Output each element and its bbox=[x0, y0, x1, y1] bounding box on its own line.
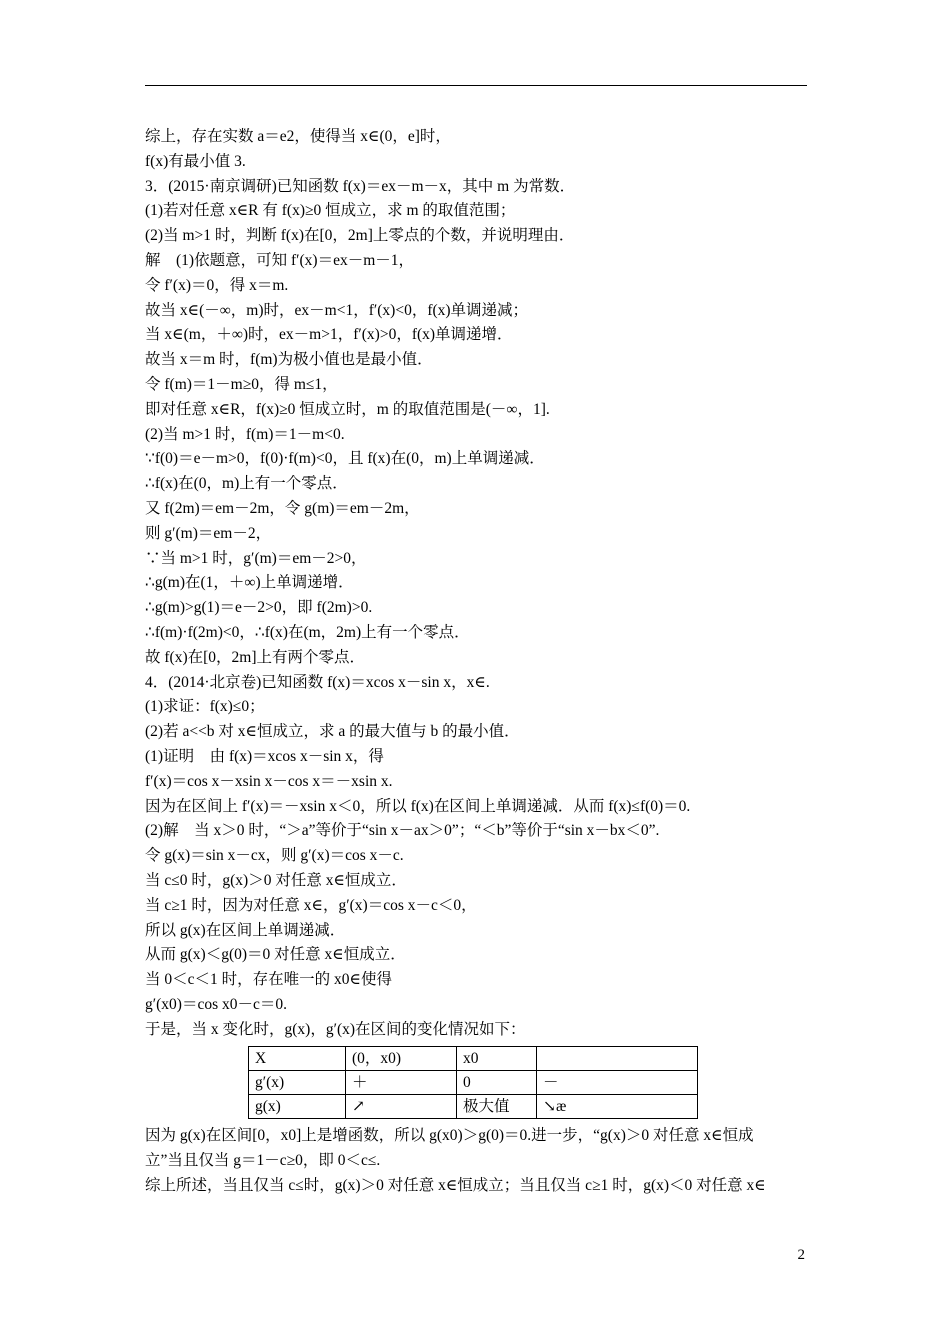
text-line: (2)当 m>1 时，f(m)＝1－m<0. bbox=[145, 425, 345, 443]
text-line: (1)求证：f(x)≤0； bbox=[145, 698, 265, 716]
text-line: 从而 g(x)＜g(0)＝0 对任意 x∈恒成立． bbox=[145, 946, 406, 964]
text-line: 因为 g(x)在区间[0，x0]上是增函数，所以 g(x0)＞g(0)＝0.进一步，“g(x)＞0 对任意 x∈恒成 bbox=[145, 1127, 754, 1144]
text-line: f′(x)＝cos x－xsin x－cos x＝－xsin x. bbox=[145, 772, 393, 790]
table-cell: ↘æ bbox=[537, 1095, 698, 1119]
text-line: 因为在区间上 f′(x)＝－xsin x＜0，所以 f(x)在区间上单调递减．从而 f(x)≤f(0)＝0. bbox=[145, 797, 691, 815]
text-line: 所以 g(x)在区间上单调递减． bbox=[145, 921, 346, 939]
text-line: (2)若 a<<b 对 x∈恒成立，求 a 的最大值与 b 的最小值． bbox=[145, 723, 520, 741]
page-number: 2 bbox=[797, 1247, 805, 1263]
text-line: 又 f(2m)＝em－2m，令 g(m)＝em－2m， bbox=[145, 499, 420, 517]
table-cell: (0，x0) bbox=[346, 1047, 457, 1071]
text-line: (2)当 m>1 时，判断 f(x)在[0，2m]上零点的个数，并说明理由． bbox=[145, 227, 575, 245]
text-line: 4．(2014·北京卷)已知函数 f(x)＝xcos x－sin x，x∈. bbox=[145, 673, 490, 691]
text-line: ∵当 m>1 时，g′(m)＝em－2>0， bbox=[145, 549, 367, 567]
text-line: ∵f(0)＝e－m>0，f(0)·f(m)<0，且 f(x)在(0，m)上单调递减． bbox=[145, 450, 545, 468]
text-line: ∴g(m)在(1，＋∞)上单调递增． bbox=[145, 574, 354, 592]
text-line: 立”当且仅当 g＝1－c≥0，即 0＜c≤. bbox=[145, 1151, 381, 1169]
text-line: 综上，存在实数 a＝e2，使得当 x∈(0，e]时， bbox=[145, 128, 451, 145]
text-line: 则 g′(m)＝em－2， bbox=[145, 524, 272, 542]
text-line: (2)解 当 x＞0 时，“＞a”等价于“sin x－ax＞0”；“＜b”等价于“sin x－bx＜0”. bbox=[145, 822, 660, 840]
text-line: 当 x∈(m，＋∞)时，ex－m>1，f′(x)>0，f(x)单调递增． bbox=[145, 326, 513, 344]
text-line: g′(x0)＝cos x0－c＝0. bbox=[145, 995, 288, 1013]
text-line: 当 c≤0 时，g(x)＞0 对任意 x∈恒成立． bbox=[145, 871, 407, 889]
table-cell: g(x) bbox=[249, 1095, 346, 1119]
text-line: ∴g(m)>g(1)＝e－2>0，即 f(2m)>0. bbox=[145, 599, 373, 617]
table-cell: ↗ bbox=[346, 1095, 457, 1119]
table-cell: 0 bbox=[457, 1071, 537, 1095]
text-line: ∴f(m)·f(2m)<0，∴f(x)在(m，2m)上有一个零点． bbox=[145, 623, 470, 641]
text-line: (1)若对任意 x∈R 有 f(x)≥0 恒成立，求 m 的取值范围； bbox=[145, 202, 516, 220]
table-cell: ＋ bbox=[346, 1071, 457, 1095]
text-line: ∴f(x)在(0，m)上有一个零点． bbox=[145, 475, 348, 493]
table-cell: 极大值 bbox=[457, 1095, 537, 1119]
text-line: 故当 x＝m 时，f(m)为极小值也是最小值． bbox=[145, 351, 433, 369]
table-cell: x0 bbox=[457, 1047, 537, 1071]
text-line: 3．(2015·南京调研)已知函数 f(x)＝ex－m－x，其中 m 为常数． bbox=[145, 177, 576, 195]
text-line: 综上所述，当且仅当 c≤时，g(x)＞0 对任意 x∈恒成立；当且仅当 c≥1 时，g(x)＜0 对任意 x∈ bbox=[145, 1176, 766, 1194]
text-line: 于是，当 x 变化时，g(x)，g′(x)在区间的变化情况如下： bbox=[145, 1020, 526, 1038]
table-row bbox=[249, 1047, 698, 1071]
text-line: 令 f′(x)＝0，得 x＝m. bbox=[145, 276, 289, 294]
table-cell bbox=[537, 1047, 698, 1071]
text-line: 解 (1)依题意，可知 f′(x)＝ex－m－1， bbox=[145, 251, 415, 269]
text-line: 当 0＜c＜1 时，存在唯一的 x0∈使得 bbox=[145, 971, 392, 989]
body-text bbox=[145, 125, 810, 1042]
text-line: 当 c≥1 时，因为对任意 x∈，g′(x)＝cos x－c＜0， bbox=[145, 896, 477, 914]
text-line: 故当 x∈(－∞，m)时，ex－m<1，f′(x)<0，f(x)单调递减； bbox=[145, 301, 529, 319]
text-line: 即对任意 x∈R，f(x)≥0 恒成立时，m 的取值范围是(－∞，1]. bbox=[145, 400, 550, 418]
table-cell: g′(x) bbox=[249, 1071, 346, 1095]
table-row bbox=[249, 1095, 698, 1119]
header-rule bbox=[145, 85, 807, 86]
text-line: 故 f(x)在[0，2m]上有两个零点． bbox=[145, 648, 365, 666]
text-line: (1)证明 由 f(x)＝xcos x－sin x，得 bbox=[145, 747, 384, 765]
table-cell: X bbox=[249, 1047, 346, 1071]
body-text-continued bbox=[145, 1124, 810, 1198]
text-line: f(x)有最小值 3. bbox=[145, 152, 246, 170]
text-line: 令 f(m)＝1－m≥0，得 m≤1， bbox=[145, 375, 338, 393]
table-cell: － bbox=[537, 1071, 698, 1095]
text-line: 令 g(x)＝sin x－cx，则 g′(x)＝cos x－c. bbox=[145, 847, 404, 865]
variation-table bbox=[248, 1046, 698, 1119]
table-row bbox=[249, 1071, 698, 1095]
